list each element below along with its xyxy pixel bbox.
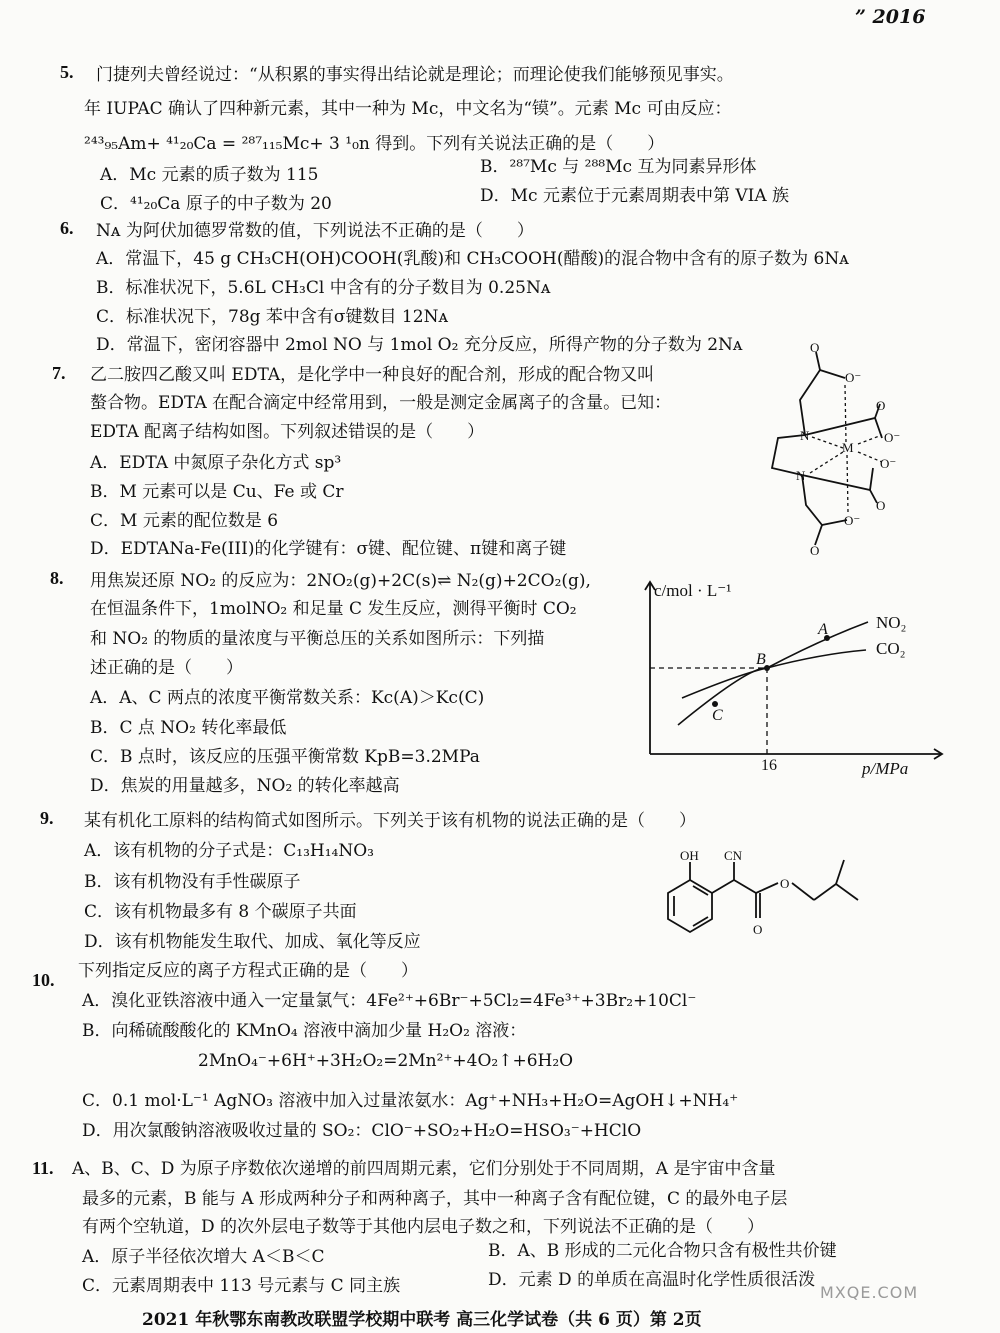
point-c-label: C: [712, 707, 723, 724]
q8-option-c: C．B 点时，该反应的压强平衡常数 KpB=3.2MPa: [90, 747, 480, 767]
q9-option-b: B．该有机物没有手性碳原子: [84, 872, 301, 892]
question-7-number: 7.: [52, 363, 66, 383]
edta-label: O⁻: [884, 430, 901, 445]
q10-option-b-equation: 2MnO₄⁻+6H⁺+3H₂O₂=2Mn²⁺+4O₂↑+6H₂O: [198, 1051, 574, 1071]
q10-option-c: C．0.1 mol·L⁻¹ AgNO₃ 溶液中加入过量浓氨水：Ag⁺+NH₃+H₂O=AgOH↓+NH₄⁺: [82, 1091, 739, 1111]
edta-label: N: [800, 428, 810, 443]
q8-stem-line: 述正确的是（ ）: [90, 658, 243, 678]
oh-label: OH: [680, 848, 699, 863]
q7-option-b: B．M 元素可以是 Cu、Fe 或 Cr: [90, 482, 344, 502]
q11-option-d: D．元素 D 的单质在高温时化学性质很活泼: [488, 1270, 816, 1290]
q9-stem-line: 某有机化工原料的结构简式如图所示。下列关于该有机物的说法正确的是（ ）: [84, 811, 696, 831]
edta-label: O: [810, 340, 820, 355]
no2-curve: [678, 622, 868, 725]
q5-option-a: A．Mc 元素的质子数为 115: [100, 165, 319, 185]
q9-option-a: A．该有机物的分子式是：C₁₃H₁₄NO₃: [84, 841, 374, 861]
graph-x-label: p/MPa: [862, 759, 909, 778]
q6-option-c: C．标准状况下，78g 苯中含有σ键数目 12Nᴀ: [96, 307, 449, 327]
edta-label: O⁻: [844, 513, 861, 528]
q7-stem-line: 乙二胺四乙酸又叫 EDTA，是化学中一种良好的配合剂，形成的配合物又叫: [90, 365, 655, 385]
carbonyl-o-label: O: [753, 922, 763, 937]
question-8-number: 8.: [50, 568, 64, 588]
question-10-number: 10.: [32, 970, 55, 990]
graph-x-tick-16: 16: [761, 757, 777, 774]
q5-stem-line: 年 IUPAC 确认了四种新元素，其中一种为 Mc，中文名为“镆”。元素 Mc 可由反应：: [84, 99, 732, 119]
q9-option-d: D．该有机物能发生取代、加成、氧化等反应: [84, 932, 421, 952]
q5-stem-line: ²⁴³₉₅Am+ ⁴¹₂₀Ca = ²⁸⁷₁₁₅Mc+ 3 ¹₀n 得到。下列有关说法正确的是（ ）: [84, 134, 665, 154]
q11-stem-line: 最多的元素，B 能与 A 形成两种分子和两种离子，其中一种离子含有配位键，C 的最外电子层: [82, 1189, 788, 1209]
point-b-label: B: [756, 651, 766, 668]
edta-label: O⁻: [845, 370, 862, 385]
graph-y-label: c/mol · L⁻¹: [654, 581, 732, 600]
q10-option-d: D．用次氯酸钠溶液吸收过量的 SO₂：ClO⁻+SO₂+H₂O=HSO₃⁻+HClO: [82, 1121, 642, 1141]
q11-stem-line: 有两个空轨道，D 的次外层电子数等于其他内层电子数之和，下列说法不正确的是（ ）: [82, 1217, 765, 1237]
edta-label: N: [796, 468, 806, 483]
q8-option-b: B．C 点 NO₂ 转化率最低: [90, 718, 287, 738]
watermark: MXQE.COM: [820, 1283, 919, 1302]
q7-stem-line: EDTA 配离子结构如图。下列叙述错误的是（ ）: [90, 422, 485, 442]
q8-option-a: A．A、C 两点的浓度平衡常数关系：Kc(A)＞Kc(C): [90, 688, 485, 708]
page-footer: 2021 年秋鄂东南教改联盟学校期中联考 高三化学试卷（共 6 页）第 2页: [142, 1310, 702, 1330]
q10-option-b: B．向稀硫酸酸化的 KMnO₄ 溶液中滴加少量 H₂O₂ 溶液：: [82, 1021, 527, 1041]
question-5-number: 5.: [60, 62, 74, 82]
q11-option-b: B．A、B 形成的二元化合物只含有极性共价键: [488, 1241, 837, 1261]
q6-stem-line: Nᴀ 为阿伏加德罗常数的值，下列说法不正确的是（ ）: [96, 221, 534, 241]
edta-label: O: [810, 543, 820, 558]
q8-stem-line: 在恒温条件下，1molNO₂ 和足量 C 发生反应，测得平衡时 CO₂: [90, 599, 577, 619]
q8-option-d: D．焦炭的用量越多，NO₂ 的转化率越高: [90, 776, 400, 796]
q5-option-b: B．²⁸⁷Mc 与 ²⁸⁸Mc 互为同素异形体: [480, 157, 757, 177]
q5-option-c: C．⁴¹₂₀Ca 原子的中子数为 20: [100, 194, 332, 214]
q11-option-a: A．原子半径依次增大 A＜B＜C: [82, 1247, 325, 1267]
q7-option-d: D．EDTANa-Fe(III)的化学键有：σ键、配位键、π键和离子键: [90, 539, 567, 559]
question-9-number: 9.: [40, 808, 54, 828]
q11-stem-line: A、B、C、D 为原子序数依次递增的前四周期元素，它们分别处于不同周期，A 是宇宙中含量: [72, 1159, 776, 1179]
cn-label: CN: [724, 848, 743, 863]
q5-stem-line: 门捷列夫曾经说过：“从积累的事实得出结论就是理论；而理论使我们能够预见事实。: [96, 65, 734, 85]
q6-option-a: A．常温下，45 g CH₃CH(OH)COOH(乳酸)和 CH₃COOH(醋酸)的混合物中含有的原子数为 6Nᴀ: [96, 249, 849, 269]
legend-no2: NO₂: [876, 613, 907, 632]
q11-option-c: C．元素周期表中 113 号元素与 C 同主族: [82, 1276, 401, 1296]
pressure-concentration-graph: [630, 570, 960, 780]
co2-curve: [682, 650, 866, 698]
q9-option-c: C．该有机物最多有 8 个碳原子共面: [84, 902, 357, 922]
q5-option-d: D．Mc 元素位于元素周期表中第 VIA 族: [480, 186, 790, 206]
question-6-number: 6.: [60, 218, 74, 238]
q8-stem-line: 和 NO₂ 的物质的量浓度与平衡总压的关系如图所示：下列描: [90, 629, 545, 649]
question-11-number: 11.: [32, 1158, 54, 1178]
edta-label: O⁻: [880, 456, 897, 471]
q7-stem-line: 螯合物。EDTA 在配合滴定中经常用到，一般是测定金属离子的含量。已知：: [90, 393, 672, 413]
edta-label: O: [876, 398, 886, 413]
q6-option-d: D．常温下，密闭容器中 2mol NO 与 1mol O₂ 充分反应，所得产物的分子数为 2Nᴀ: [96, 335, 743, 355]
q10-option-a: A．溴化亚铁溶液中通入一定量氯气：4Fe²⁺+6Br⁻+5Cl₂=4Fe³⁺+3Br₂+10Cl⁻: [82, 991, 697, 1011]
edta-label: O: [876, 498, 886, 513]
q7-option-a: A．EDTA 中氮原子杂化方式 sp³: [90, 453, 342, 473]
edta-structure-figure: [750, 340, 930, 560]
q6-option-b: B．标准状况下，5.6L CH₃Cl 中含有的分子数目为 0.25Nᴀ: [96, 278, 551, 298]
legend-co2: CO₂: [876, 639, 906, 658]
q7-option-c: C．M 元素的配位数是 6: [90, 511, 279, 531]
ester-o-label: O: [780, 876, 790, 891]
organic-structure-figure: [650, 840, 890, 950]
q10-stem-line: 下列指定反应的离子方程式正确的是（ ）: [78, 961, 418, 981]
edta-label: M: [842, 440, 854, 455]
point-a-label: A: [818, 621, 828, 638]
corner-text: ” 2016: [855, 6, 926, 28]
q8-stem-line: 用焦炭还原 NO₂ 的反应为：2NO₂(g)+2C(s)⇌ N₂(g)+2CO₂(g),: [90, 571, 591, 591]
